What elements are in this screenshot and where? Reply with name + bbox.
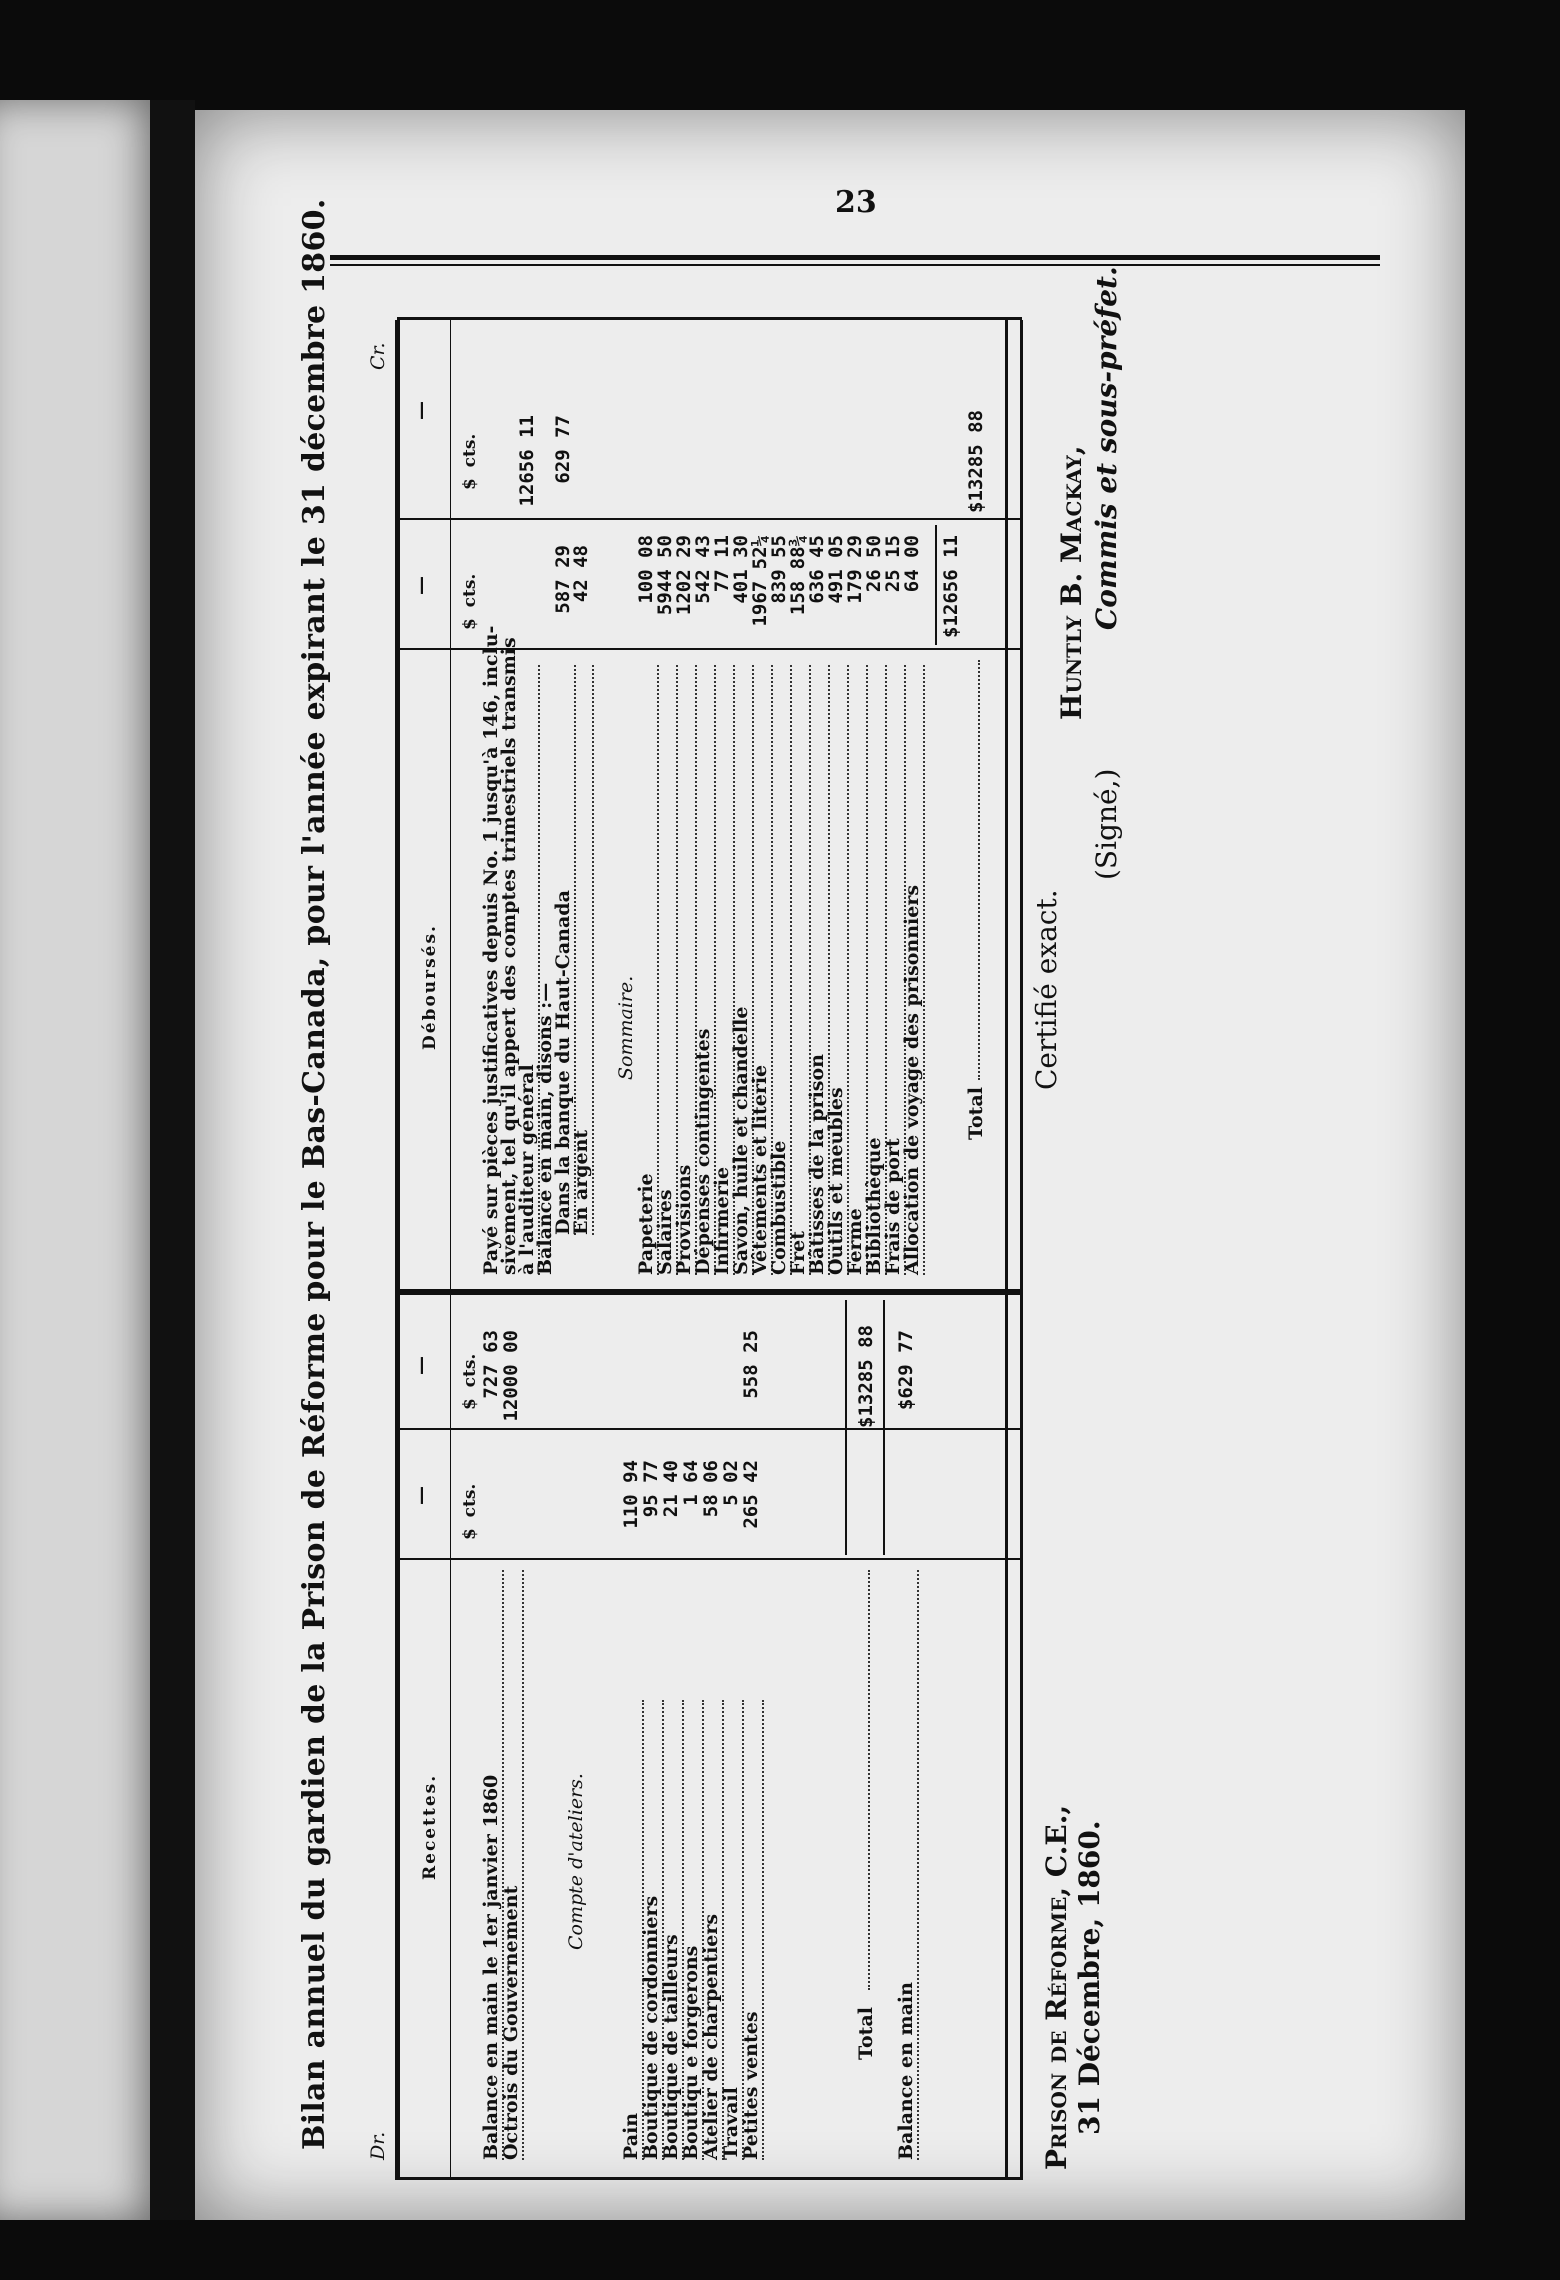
debourses-total-label: Total	[965, 1087, 987, 1140]
table-left-rule	[397, 2177, 1022, 2180]
ateliers-row-amount: 5 02	[720, 1460, 742, 1506]
recettes-row-octrois-amount: 12000 00	[500, 1330, 522, 1422]
debourses-col1-dollar: $	[460, 618, 480, 630]
cr-label: Cr.	[367, 342, 389, 370]
debourses-total-leader	[978, 660, 980, 1080]
ateliers-row-amount: 1 64	[680, 1460, 702, 1506]
recettes-col2-dollar: $	[460, 1398, 480, 1410]
sommaire-row-amount: 25 15	[882, 535, 904, 593]
recettes-header: Recettes.	[420, 1773, 440, 1880]
dr-label: Dr.	[367, 2131, 389, 2160]
table-center-rule	[397, 1289, 1022, 1295]
sommaire-total: $12656 11	[940, 535, 962, 638]
sommaire-row-amount: 491 05	[825, 535, 847, 604]
ateliers-row-label: Pain	[620, 1700, 644, 2160]
sommaire-row-amount: 839 55	[768, 535, 790, 604]
sommaire-row-label: Savon, huile et chandelle	[730, 665, 754, 1275]
sommaire-row-amount: 158 88¾	[787, 535, 809, 616]
binding-gutter	[150, 100, 195, 2220]
ateliers-row-amount: 95 77	[640, 1460, 662, 1518]
recettes-col1-dash: —	[410, 1486, 432, 1505]
debourses-col-rule-2	[397, 518, 1022, 520]
sommaire-row-label: Allocation de voyage des prisonniers	[901, 665, 925, 1275]
ateliers-row-amount: 58 06	[700, 1460, 722, 1518]
ateliers-row-amount: 110 94	[620, 1460, 642, 1529]
sommaire-row-label: Salaires	[654, 665, 678, 1275]
ateliers-total: 558 25	[740, 1330, 762, 1399]
sommaire-row-label: Infirmerie	[711, 665, 735, 1275]
place-line-2: 31 Décembre, 1860.	[1073, 1820, 1106, 2135]
debourses-balance-label: Balance en main, disons :—	[534, 982, 556, 1275]
debourses-col2-dash: —	[410, 401, 432, 420]
sommaire-row-amount: 401 30	[730, 535, 752, 604]
header-bottom-rule	[450, 320, 451, 2180]
debourses-balance-argent-amount: 42 48	[570, 545, 592, 603]
table-top-rule	[395, 320, 400, 2180]
ateliers-row-amount: 21 40	[660, 1460, 682, 1518]
debourses-paye-line-3-text: à l'auditeur général	[516, 665, 540, 1275]
sommaire-row-amount: 77 11	[711, 535, 733, 593]
header-rule-thin	[330, 264, 1380, 266]
recettes-col1-dollar: $	[460, 1528, 480, 1540]
ateliers-row-label: Boutique de cordonniers	[640, 1700, 664, 2160]
sommaire-row-amount: 1967 52¼	[749, 535, 771, 627]
recettes-total-rule	[845, 1300, 847, 1555]
sommaire-row-amount: 100 08	[635, 535, 657, 604]
document-title: Bilan annuel du gardien de la Prison de Réforme pour le Bas-Canada, pour l'année expirant le 31 décembre 1860.	[297, 198, 332, 2150]
sommaire-row-label: Combustible	[768, 665, 792, 1275]
sommaire-row-label: Fret	[787, 665, 811, 1275]
debourses-header: Déboursés.	[420, 924, 440, 1050]
recettes-total-label: Total	[855, 2007, 877, 2060]
sommaire-row-label: Dépenses contingentes	[692, 665, 716, 1275]
debourses-paye-line-2: sivement, tel qu'il appert des comptes trimestriels transmis	[498, 637, 520, 1275]
debourses-balance-argent-label: En argent	[570, 665, 594, 1235]
place-line-1: Prison de Réforme, C.E.,	[1040, 1804, 1073, 2170]
recettes-balance-amount: $629 77	[895, 1330, 917, 1411]
sommaire-row-label: Frais de port	[882, 665, 906, 1275]
recettes-row-octrois	[500, 1570, 524, 2160]
sommaire-row-amount: 179 29	[844, 535, 866, 604]
ateliers-row	[740, 1700, 764, 2160]
recettes-col2-cents: cts.	[460, 1353, 480, 1388]
recettes-balance-row	[895, 1570, 919, 2160]
recettes-row-balance-label: Balance en main le 1er janvier 1860	[480, 1570, 504, 2160]
sommaire-row-label: Papeterie	[635, 665, 659, 1275]
sommaire-row-label: Ferme	[844, 665, 868, 1275]
debourses-total-amount: $13285 88	[965, 410, 987, 513]
recettes-col1-cents: cts.	[460, 1483, 480, 1518]
debourses-paye-amount: 12656 11	[516, 415, 538, 507]
ateliers-row-label: Atelier de charpentiers	[700, 1700, 724, 2160]
sommaire-row-amount: 1202 29	[673, 535, 695, 616]
sommaire-row	[901, 665, 925, 1275]
recettes-col-rule-2	[397, 1428, 1022, 1430]
recettes-total-rule-2	[883, 1300, 885, 1555]
recettes-row-balance-amount: 727 63	[480, 1330, 502, 1399]
sommaire-row-amount: 542 43	[692, 535, 714, 604]
table-right-rule	[397, 317, 1022, 320]
ateliers-header: Compte d'ateliers.	[565, 1773, 587, 1950]
sommaire-row-label: Bibliothèque	[863, 665, 887, 1275]
recettes-balance-label: Balance en main	[895, 1570, 919, 2160]
signer-name: Huntly B. Mackay,	[1055, 445, 1088, 720]
ateliers-row-label: Travail	[720, 1700, 744, 2160]
sommaire-row-label: Bâtisses de la prison	[806, 665, 830, 1275]
recettes-row-octrois-label: Octrois du Gouvernement	[500, 1570, 524, 2160]
page-number: 23	[835, 185, 877, 220]
sommaire-row-label: Vêtements et literie	[749, 665, 773, 1275]
ateliers-row-label: Petites ventes	[740, 1700, 764, 2160]
signer-title: Commis et sous-préfet.	[1090, 266, 1123, 630]
sommaire-header: Sommaire.	[615, 975, 637, 1080]
ateliers-row-label: Boutique de tailleurs	[660, 1700, 684, 2160]
previous-page-edge	[0, 100, 165, 2220]
debourses-balance-banque-amount: 587 29	[552, 545, 574, 614]
ateliers-row-label: Boutiqu e forgerons	[680, 1700, 704, 2160]
debourses-balance-banque-label: Dans la banque du Haut-Canada	[552, 665, 576, 1235]
signed-text: (Signé,)	[1090, 768, 1123, 880]
sommaire-row-label: Outils et meubles	[825, 665, 849, 1275]
ateliers-row-amount: 265 42	[740, 1460, 762, 1529]
debourses-col2-dollar: $	[460, 478, 480, 490]
debourses-col2-cents: cts.	[460, 433, 480, 468]
recettes-total-leader	[868, 1570, 870, 1990]
sommaire-row-label: Provisions	[673, 665, 697, 1275]
sommaire-row-amount: 5944 50	[654, 535, 676, 616]
debourses-col1-dash: —	[410, 576, 432, 595]
sommaire-row-amount: 64 00	[901, 535, 923, 593]
debourses-balance-total: 629 77	[552, 415, 574, 484]
recettes-col-rule-1	[397, 1558, 1022, 1560]
sommaire-row-amount: 26 50	[863, 535, 885, 593]
sommaire-total-rule	[935, 525, 937, 645]
recettes-total-amount: $13285 88	[855, 1325, 877, 1428]
table-bottom-rule	[1005, 320, 1008, 2180]
sommaire-row-amount: 636 45	[806, 535, 828, 604]
debourses-col1-cents: cts.	[460, 573, 480, 608]
header-rule	[330, 255, 1380, 260]
table-bottom-rule-2	[1020, 320, 1023, 2180]
certified-text: Certifié exact.	[1030, 889, 1063, 1090]
recettes-col2-dash: —	[410, 1356, 432, 1375]
debourses-paye-line-1: Payé sur pièces justificatives depuis No. 1 jusqu'à 146, inclu-	[480, 625, 502, 1275]
